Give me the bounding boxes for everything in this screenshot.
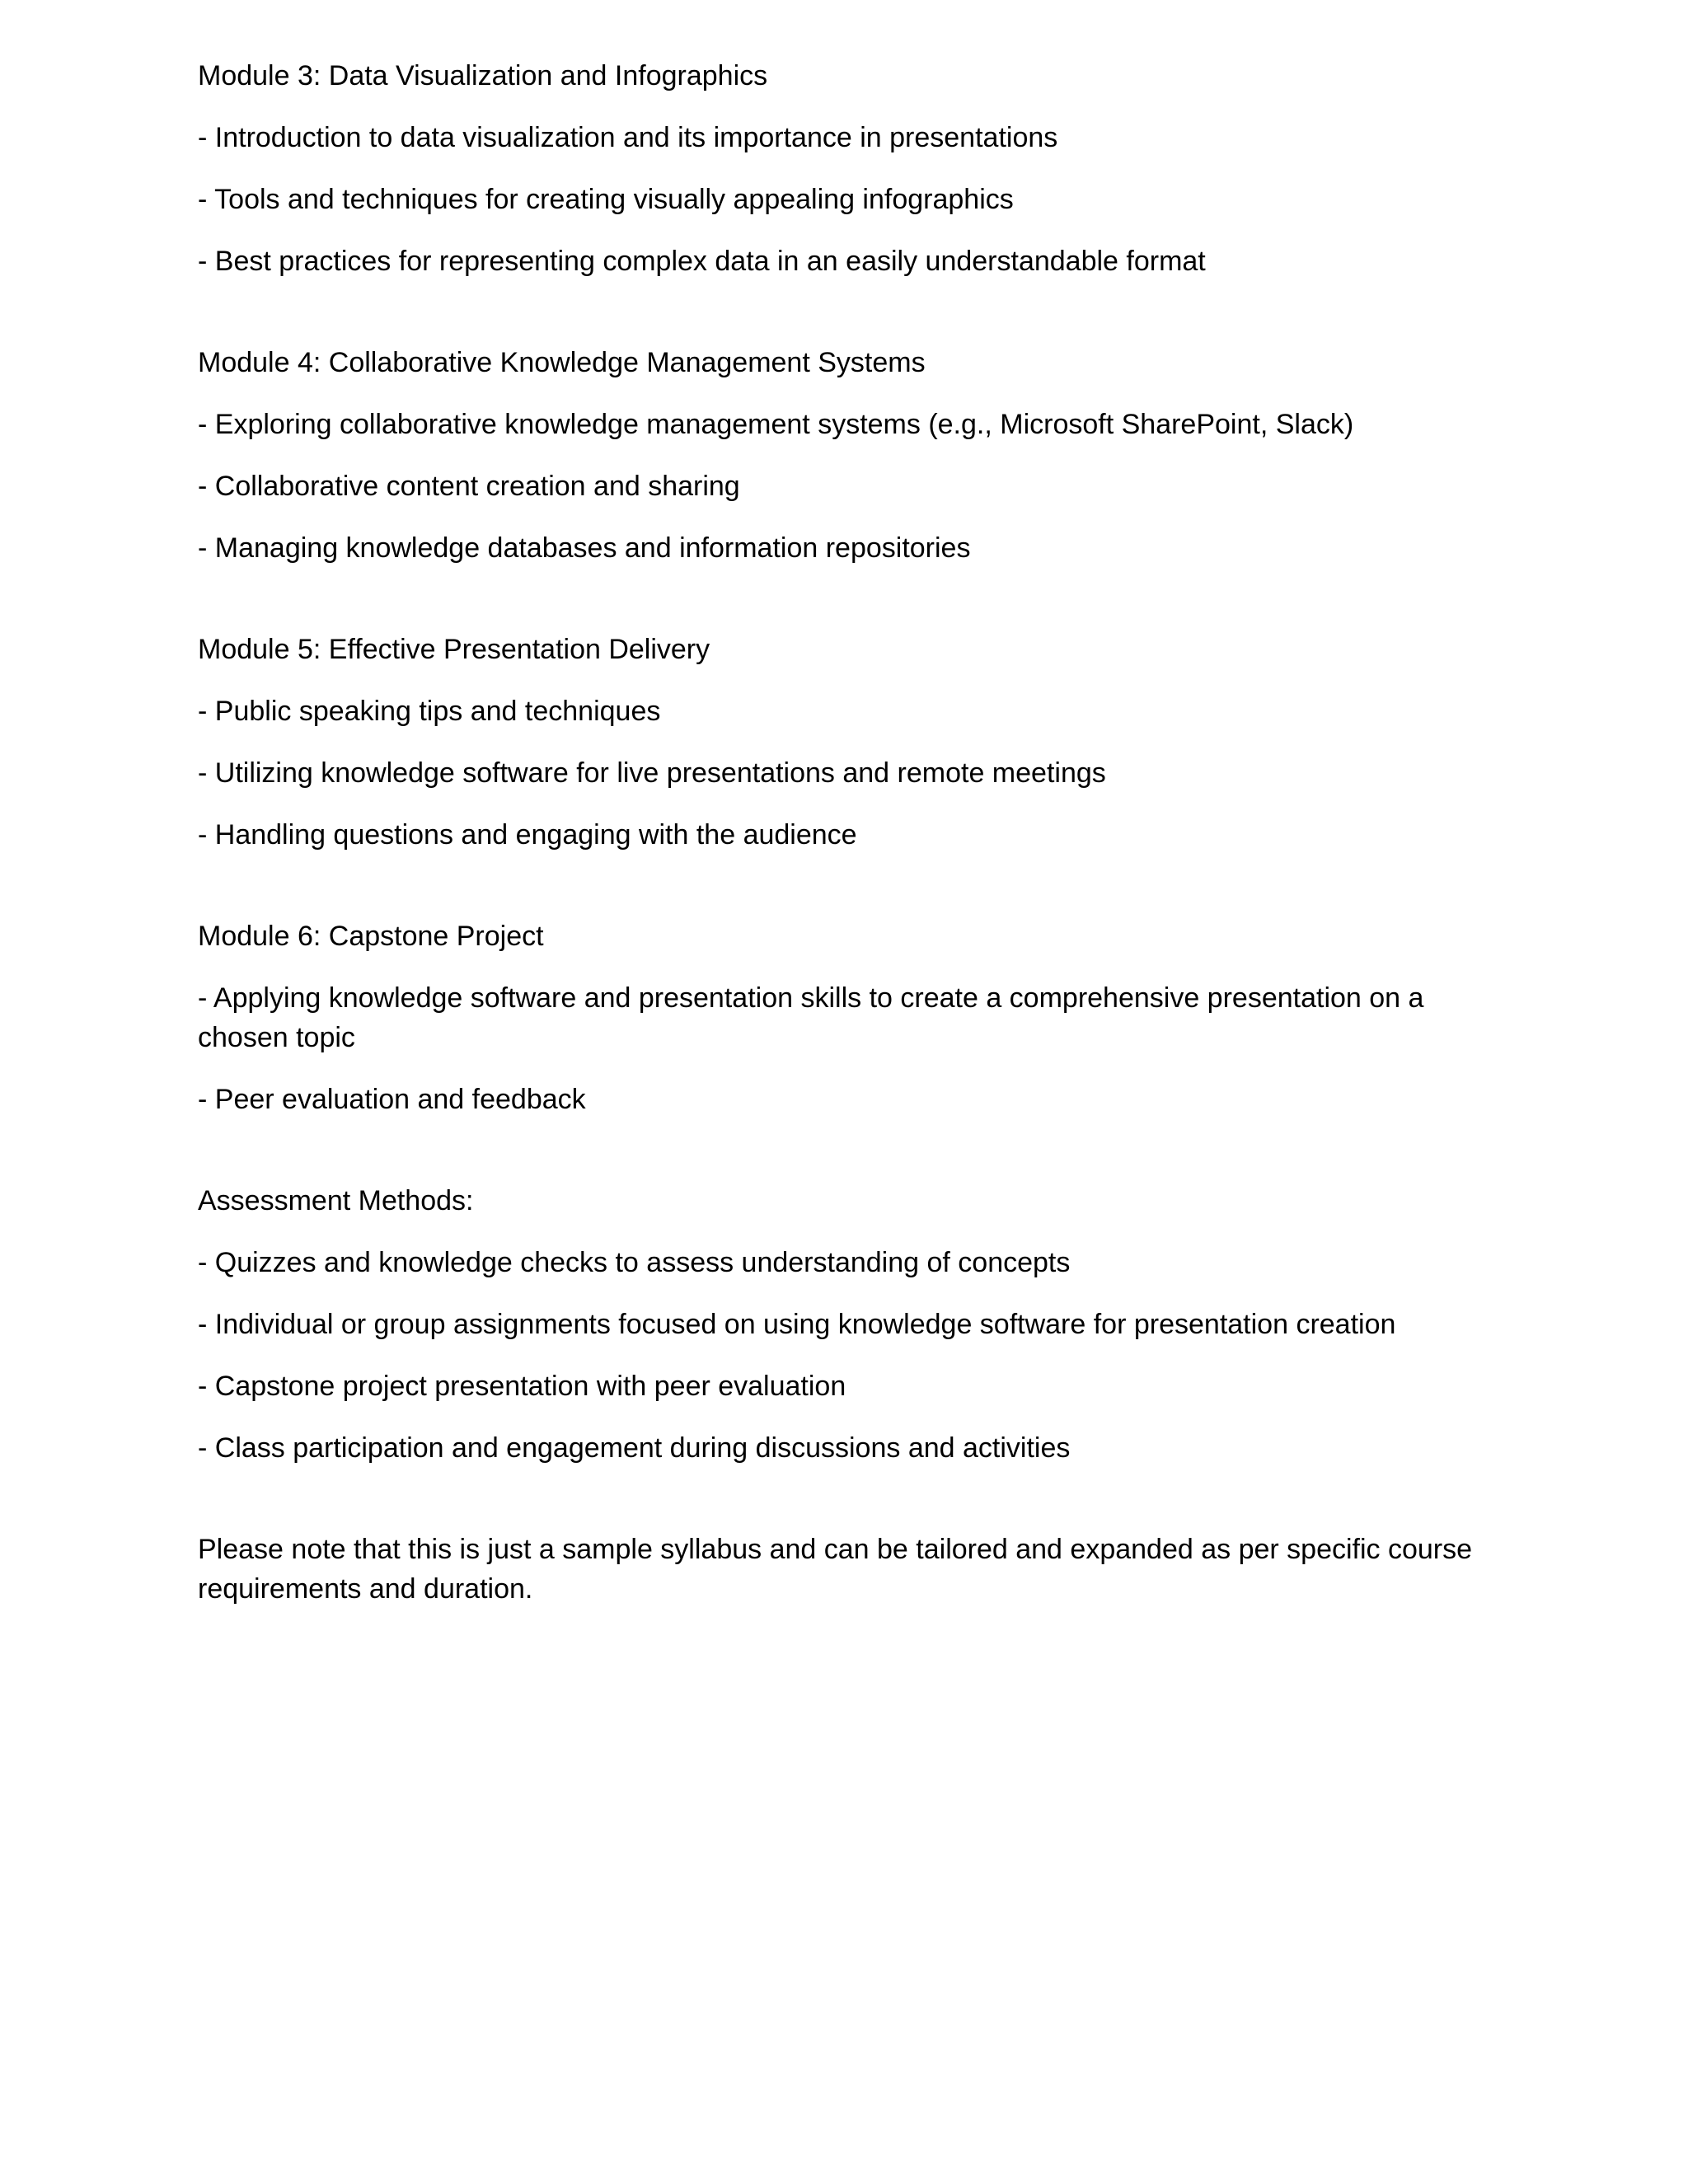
section-module-6 (198, 916, 1500, 1119)
section-heading: Module 3: Data Visualization and Infographics (198, 60, 768, 91)
list-item: - Class participation and engagement during discussions and activities (198, 1432, 1071, 1464)
section-assessment-methods (198, 1181, 1500, 1468)
list-item: - Peer evaluation and feedback (198, 1084, 586, 1115)
list-item: - Tools and techniques for creating visually appealing infographics (198, 184, 1014, 215)
section-heading: Module 6: Capstone Project (198, 921, 544, 952)
list-item: - Applying knowledge software and presentation skills to create a comprehensive presentation on a chosen topic (198, 982, 1424, 1053)
section-module-3 (198, 56, 1500, 281)
section-heading: Assessment Methods: (198, 1185, 474, 1216)
list-item: - Best practices for representing complex data in an easily understandable format (198, 246, 1206, 277)
section-heading: Module 4: Collaborative Knowledge Management Systems (198, 347, 926, 378)
document-page (198, 56, 1500, 1631)
list-item: - Utilizing knowledge software for live presentations and remote meetings (198, 757, 1106, 789)
section-module-5 (198, 630, 1500, 855)
list-item: - Public speaking tips and techniques (198, 696, 661, 727)
section-closing-note (198, 1530, 1500, 1609)
list-item: - Individual or group assignments focused on using knowledge software for presentation creation (198, 1309, 1396, 1340)
list-item: - Handling questions and engaging with the audience (198, 819, 857, 851)
list-item: - Collaborative content creation and sharing (198, 471, 740, 502)
closing-note: Please note that this is just a sample syllabus and can be tailored and expanded as per specific course requirements and duration. (198, 1534, 1473, 1605)
section-module-4 (198, 343, 1500, 568)
section-heading: Module 5: Effective Presentation Delivery (198, 634, 710, 665)
list-item: - Capstone project presentation with peer evaluation (198, 1371, 846, 1402)
list-item: - Quizzes and knowledge checks to assess understanding of concepts (198, 1247, 1071, 1278)
list-item: - Exploring collaborative knowledge management systems (e.g., Microsoft SharePoint, Slack) (198, 409, 1354, 440)
list-item: - Managing knowledge databases and information repositories (198, 532, 971, 564)
list-item: - Introduction to data visualization and its importance in presentations (198, 122, 1058, 153)
